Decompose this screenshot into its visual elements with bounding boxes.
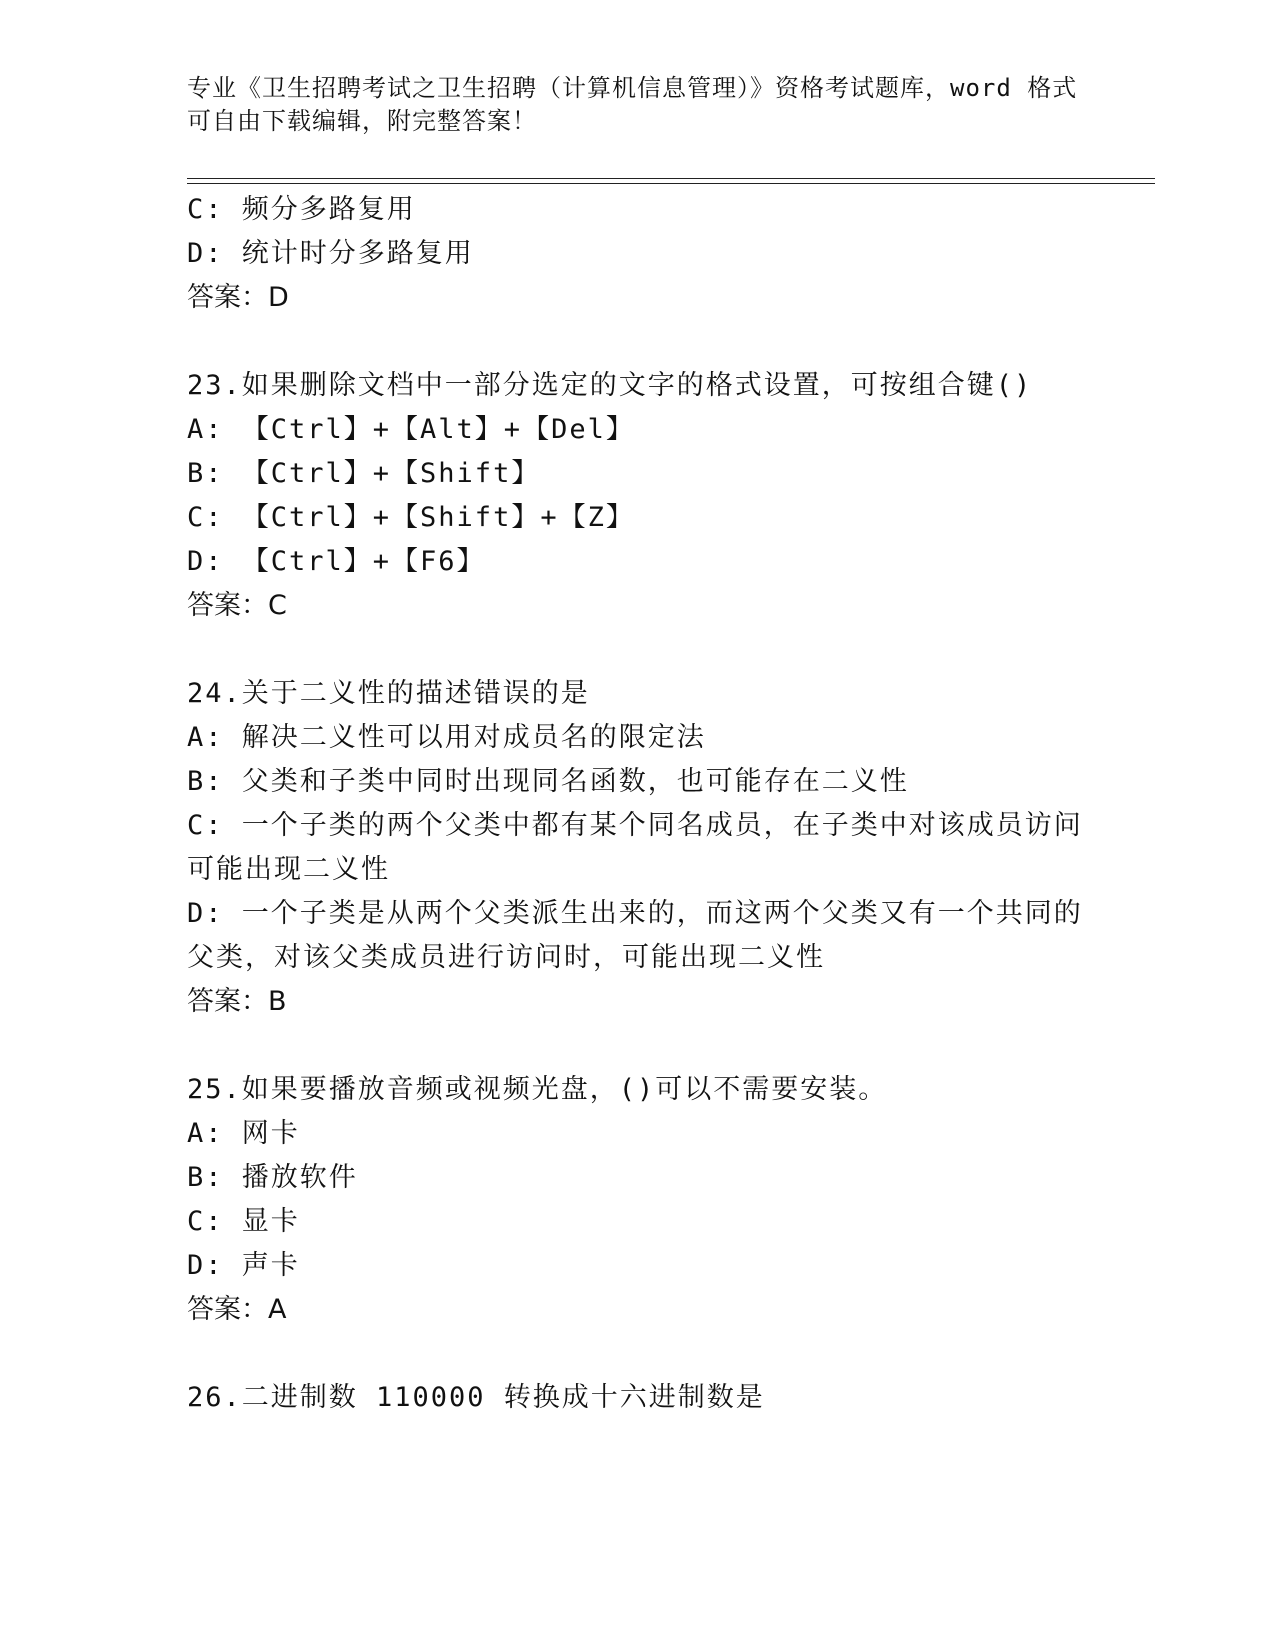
- q25-option-d: D: 声卡: [187, 1250, 300, 1281]
- q23-option-b: B: 【Ctrl】+【Shift】: [187, 458, 541, 489]
- q24-option-a: A: 解决二义性可以用对成员名的限定法: [187, 722, 706, 753]
- q24-option-c-line-1: C: 一个子类的两个父类中都有某个同名成员，在子类中对该成员访问: [187, 810, 1083, 841]
- header-line-2: 可自由下载编辑，附完整答案！: [187, 107, 537, 135]
- q22-answer: 答案：D: [187, 282, 289, 313]
- q24-option-d-line-2: 父类，对该父类成员进行访问时，可能出现二义性: [187, 942, 825, 973]
- q24-answer: 答案：B: [187, 986, 287, 1017]
- q25-answer: 答案：A: [187, 1294, 287, 1325]
- header-rule-bottom: [187, 183, 1155, 184]
- document-header: [187, 72, 1078, 138]
- q24-question: 24.关于二义性的描述错误的是: [187, 678, 590, 709]
- q25-option-a: A: 网卡: [187, 1118, 300, 1149]
- q22-option-c: C: 频分多路复用: [187, 194, 416, 225]
- q23-question: 23.如果删除文档中一部分选定的文字的格式设置，可按组合键(): [187, 370, 1033, 401]
- q23-option-c: C: 【Ctrl】+【Shift】+【Z】: [187, 502, 635, 533]
- q25-option-b: B: 播放软件: [187, 1162, 358, 1193]
- q22-option-d: D: 统计时分多路复用: [187, 238, 474, 269]
- q26-question: 26.二进制数 110000 转换成十六进制数是: [187, 1382, 765, 1413]
- q23-option-d: D: 【Ctrl】+【F6】: [187, 546, 486, 577]
- q25-question: 25.如果要播放音频或视频光盘，()可以不需要安装。: [187, 1074, 888, 1105]
- q25-option-c: C: 显卡: [187, 1206, 300, 1237]
- q24-option-c-line-2: 可能出现二义性: [187, 854, 390, 885]
- q24-option-b: B: 父类和子类中同时出现同名函数，也可能存在二义性: [187, 766, 909, 797]
- q23-answer: 答案：C: [187, 590, 287, 621]
- q23-option-a: A: 【Ctrl】+【Alt】+【Del】: [187, 414, 635, 445]
- header-rule-top: [187, 178, 1155, 179]
- header-line-1: 专业《卫生招聘考试之卫生招聘（计算机信息管理）》资格考试题库，word 格式: [187, 74, 1078, 102]
- q24-option-d-line-1: D: 一个子类是从两个父类派生出来的，而这两个父类又有一个共同的: [187, 898, 1083, 929]
